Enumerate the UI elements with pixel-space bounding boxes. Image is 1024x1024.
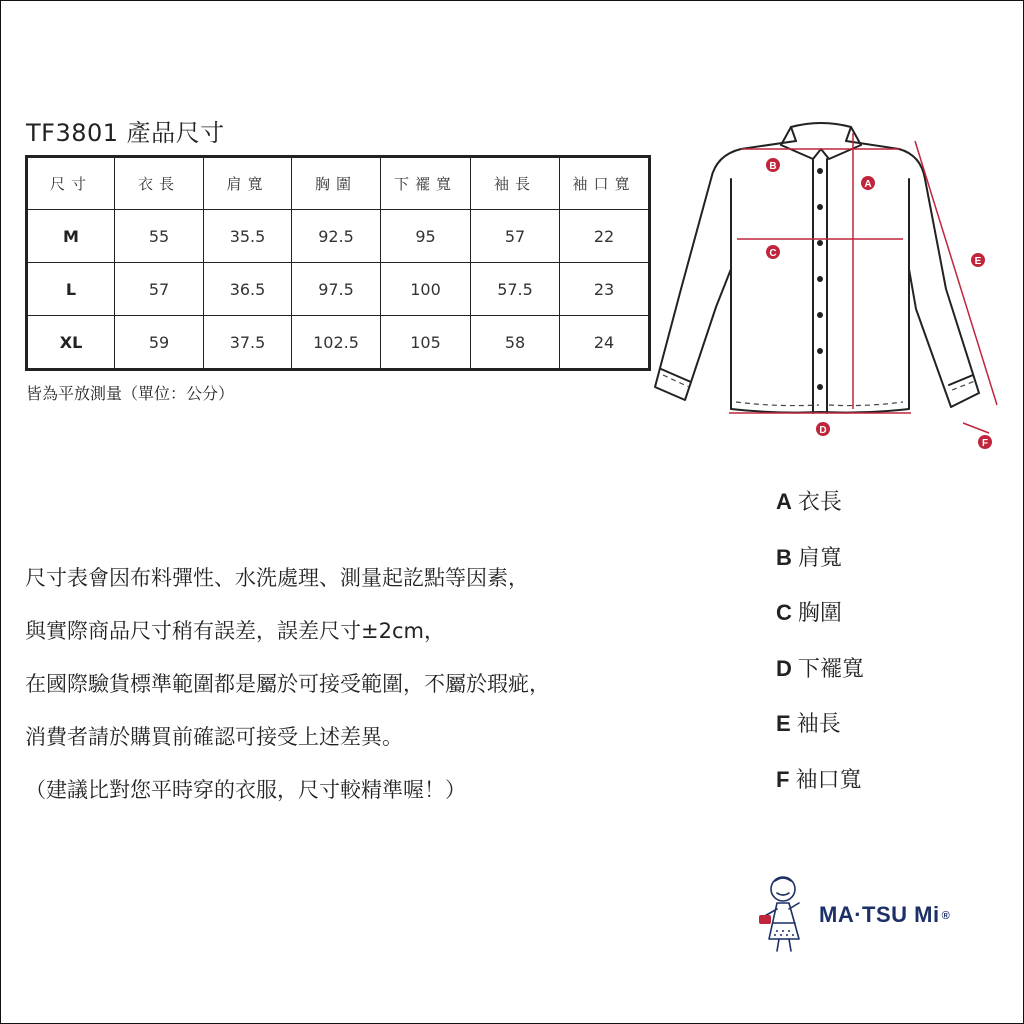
- size-cell: M: [27, 210, 115, 263]
- svg-text:B: B: [769, 161, 777, 172]
- table-cell: 105: [381, 316, 471, 370]
- paragraph-line: 在國際驗貨標準範圍都是屬於可接受範圍，不屬於瑕疵，: [25, 672, 550, 696]
- legend-item: [776, 651, 864, 707]
- table-cell: 97.5: [292, 263, 381, 316]
- measurement-lines: [729, 133, 997, 433]
- measurement-note: 皆為平放測量（單位：公分）: [26, 384, 235, 403]
- page-title: TF3801 產品尺寸: [26, 119, 225, 147]
- legend-key: F: [776, 766, 790, 792]
- svg-text:E: E: [974, 256, 982, 267]
- svg-text:D: D: [819, 425, 827, 436]
- mascot-logo-icon: [753, 873, 817, 953]
- svg-text:F: F: [981, 438, 989, 449]
- header-cuff: 袖口寬: [560, 157, 650, 210]
- brand-name: [819, 902, 950, 928]
- legend-item: [776, 540, 864, 596]
- marker-A: [861, 176, 875, 190]
- table-cell: 57: [471, 210, 560, 263]
- legend-label: 袖長: [796, 712, 841, 737]
- table-row: [27, 316, 650, 370]
- paragraph-line: 尺寸表會因布料彈性、水洗處理、測量起訖點等因素，: [25, 566, 529, 590]
- table-cell: 57.5: [471, 263, 560, 316]
- table-cell: 100: [381, 263, 471, 316]
- header-shoulder: 肩寬: [204, 157, 292, 210]
- table-cell: 37.5: [204, 316, 292, 370]
- table-cell: 24: [560, 316, 650, 370]
- paragraph-line: 消費者請於購買前確認可接受上述差異。: [25, 725, 403, 749]
- svg-text:C: C: [769, 248, 777, 259]
- disclaimer-paragraph: [25, 559, 550, 824]
- legend-key: A: [776, 489, 792, 514]
- legend-item: [776, 762, 864, 818]
- marker-C: [766, 245, 780, 259]
- table-row: [27, 210, 650, 263]
- header-length: 衣長: [115, 157, 204, 210]
- table-row: [27, 263, 650, 316]
- header-hem: 下襬寬: [381, 157, 471, 210]
- legend-label: 衣長: [797, 490, 842, 515]
- table-cell: 58: [471, 316, 560, 370]
- size-cell: XL: [27, 316, 115, 370]
- brand-text: MA·TSU Mi: [819, 902, 940, 927]
- marker-D: [816, 422, 830, 436]
- table-cell: 55: [115, 210, 204, 263]
- legend-item: [776, 595, 864, 651]
- table-cell: 35.5: [204, 210, 292, 263]
- legend-item: [776, 484, 864, 540]
- legend-key: C: [776, 600, 792, 625]
- svg-text:A: A: [864, 179, 872, 190]
- table-cell: 57: [115, 263, 204, 316]
- shirt-buttons: [817, 168, 823, 390]
- legend-key: D: [776, 655, 792, 681]
- shirt-outline: [655, 123, 979, 413]
- marker-B: [766, 158, 780, 172]
- table-cell: 22: [560, 210, 650, 263]
- legend-label: 下襬寬: [797, 656, 864, 682]
- paragraph-line: 與實際商品尺寸稍有誤差，誤差尺寸±2cm，: [25, 619, 445, 643]
- table-cell: 59: [115, 316, 204, 370]
- shirt-diagram: [641, 119, 1011, 459]
- legend-label: 胸圍: [797, 601, 842, 626]
- legend-key: E: [776, 711, 791, 736]
- table-cell: 36.5: [204, 263, 292, 316]
- header-sleeve: 袖長: [471, 157, 560, 210]
- legend-label: 肩寬: [797, 545, 842, 571]
- header-size: 尺寸: [27, 157, 115, 210]
- size-table: [25, 155, 651, 371]
- marker-F: [978, 435, 992, 449]
- legend-key: B: [776, 544, 792, 570]
- table-cell: 92.5: [292, 210, 381, 263]
- table-cell: 102.5: [292, 316, 381, 370]
- size-cell: L: [27, 263, 115, 316]
- header-chest: 胸圍: [292, 157, 381, 210]
- table-cell: 23: [560, 263, 650, 316]
- table-header-row: [27, 157, 650, 210]
- stitching: [663, 375, 975, 406]
- paragraph-line: （建議比對您平時穿的衣服，尺寸較精準喔！）: [25, 778, 466, 802]
- legend-label: 袖口寬: [795, 767, 862, 793]
- measurement-legend: [776, 484, 864, 817]
- legend-item: [776, 706, 864, 762]
- table-cell: 95: [381, 210, 471, 263]
- registered-mark: ®: [941, 910, 951, 923]
- marker-E: [971, 253, 985, 267]
